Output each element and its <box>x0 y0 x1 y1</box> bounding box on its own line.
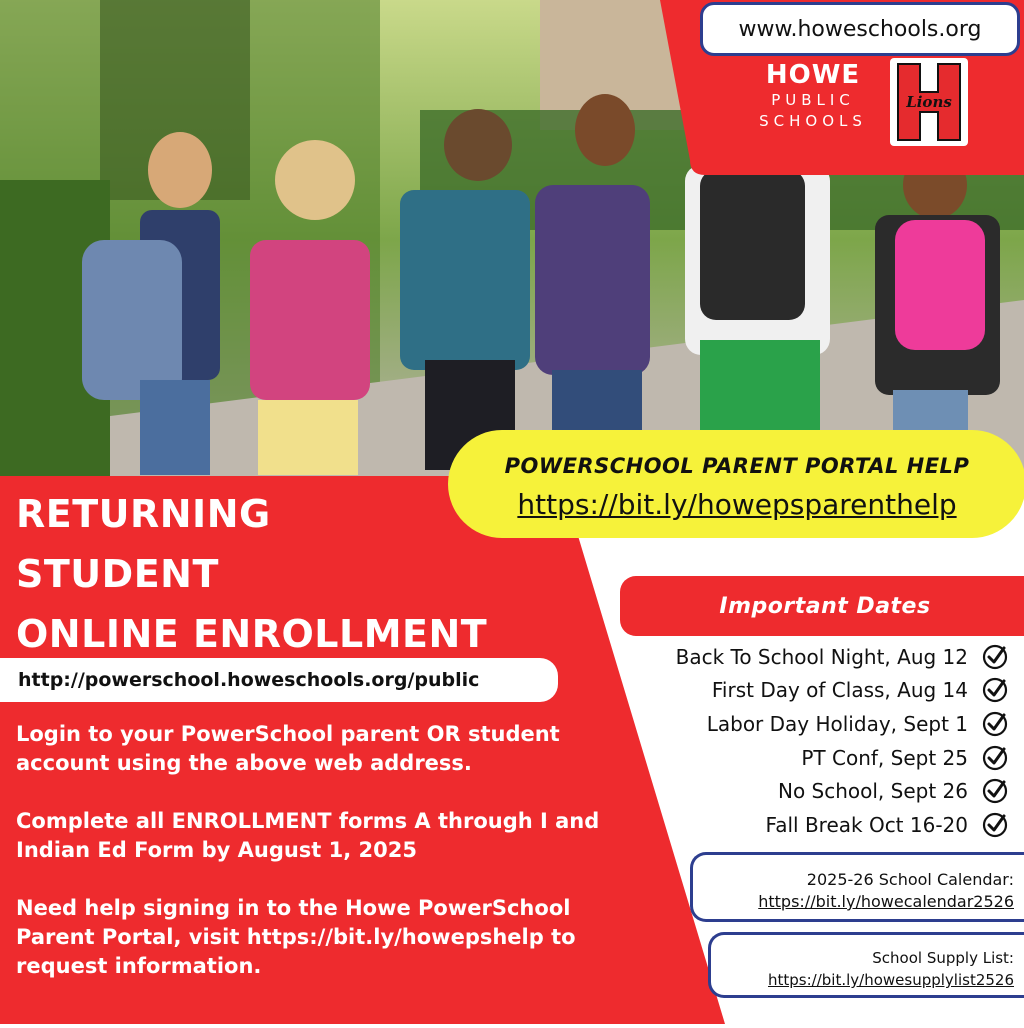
date-item <box>620 707 1008 741</box>
date-item <box>620 741 1008 775</box>
district-sub-public: PUBLIC <box>771 91 855 109</box>
title-line-online-enrollment: ONLINE ENROLLMENT <box>16 612 488 656</box>
date-item <box>620 808 1008 842</box>
school-calendar-label: 2025-26 School Calendar: <box>806 870 1014 889</box>
website-link[interactable]: www.howeschools.org <box>700 2 1020 56</box>
check-circle-icon <box>982 778 1008 804</box>
portal-help-banner <box>448 430 1024 538</box>
portal-help-link[interactable]: https://bit.ly/howepsparenthelp <box>517 488 957 521</box>
important-dates-list <box>620 640 1008 842</box>
important-dates-heading: Important Dates <box>620 576 1024 636</box>
date-item <box>620 674 1008 708</box>
school-calendar-link[interactable]: https://bit.ly/howecalendar2526 <box>758 892 1014 911</box>
check-circle-icon <box>982 644 1008 670</box>
powerschool-url[interactable]: http://powerschool.howeschools.org/public <box>0 658 558 702</box>
date-item-label: Labor Day Holiday, Sept 1 <box>706 711 968 736</box>
date-item-label: No School, Sept 26 <box>777 779 968 804</box>
date-item-label: First Day of Class, Aug 14 <box>711 678 968 703</box>
district-brand <box>748 60 878 132</box>
page-title <box>16 484 487 664</box>
date-item <box>620 640 1008 674</box>
check-circle-icon <box>982 677 1008 703</box>
district-sub-schools: SCHOOLS <box>759 112 867 130</box>
portal-help-heading: POWERSCHOOL PARENT PORTAL HELP <box>504 454 970 478</box>
date-item-label: Fall Break Oct 16-20 <box>765 812 968 837</box>
district-name: HOWE <box>765 60 861 90</box>
title-line-student: STUDENT <box>16 552 219 596</box>
instruction-login: Login to your PowerSchool parent OR student account using the above web address. <box>16 722 560 775</box>
supply-list-link[interactable]: https://bit.ly/howesupplylist2526 <box>768 971 1014 989</box>
check-circle-icon <box>982 812 1008 838</box>
date-item-label: Back To School Night, Aug 12 <box>675 644 968 669</box>
instruction-forms: Complete all ENROLLMENT forms A through I and Indian Ed Form by August 1, 2025 <box>16 809 600 862</box>
date-item-label: PT Conf, Sept 25 <box>801 745 968 770</box>
check-circle-icon <box>982 711 1008 737</box>
title-line-returning: RETURNING <box>16 492 271 536</box>
supply-list-box <box>708 932 1024 998</box>
logo-wordmark: Lions <box>906 93 952 111</box>
check-circle-icon <box>982 745 1008 771</box>
supply-list-label: School Supply List: <box>872 949 1014 967</box>
school-calendar-box <box>690 852 1024 922</box>
instruction-help: Need help signing in to the Howe PowerSchool Parent Portal, visit https://bit.ly/howepshelp to request information. <box>16 896 576 978</box>
enrollment-instructions <box>16 720 656 1010</box>
date-item <box>620 774 1008 808</box>
